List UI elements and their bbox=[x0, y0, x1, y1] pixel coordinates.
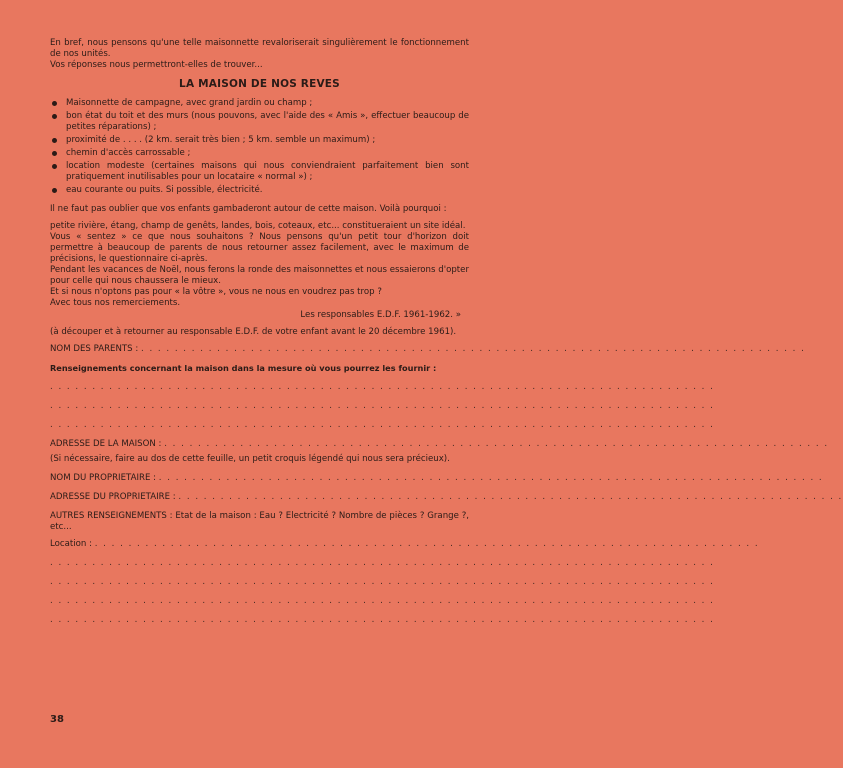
wish-list bbox=[50, 98, 469, 196]
owner-address-label: ADRESSE DU PROPRIETAIRE : bbox=[50, 492, 176, 502]
bullet-icon bbox=[52, 114, 57, 119]
list-item: Maisonnette de campagne, avec grand jardin ou champ ; bbox=[50, 98, 469, 109]
blank-line[interactable]: . . . . . . . . . . . . . . . . . . . . . . . . . . . . . . . . . . . . . . . . . . . . . . . . . . . . . . . . . . . . . . . . . . . . . . . . . . . . . . . bbox=[50, 420, 715, 430]
house-address-label: ADRESSE DE LA MAISON : bbox=[50, 439, 162, 449]
rent-label: Location : bbox=[50, 539, 92, 549]
rent-field[interactable] bbox=[50, 539, 760, 550]
page-number: 38 bbox=[50, 714, 64, 725]
dot-leader: . . . . . . . . . . . . . . . . . . . . . . . . . . . . . . . . . . . . . . . . . . . . . . . . . . . . . . . . . . . . . . . . . . . . . . . . . . . . . . . bbox=[178, 492, 843, 502]
bullet-icon bbox=[52, 151, 57, 156]
intro-line-1: En bref, nous pensons qu'une telle maisonnette revaloriserait singulièrement le fonctionnement de nos unités. bbox=[50, 38, 469, 59]
paragraph: Vous « sentez » ce que nous souhaitons ? Nous pensons qu'un petit tour d'horizon doit permettre à beaucoup de parents de nous retourner assez facilement, avec le maximum de précisions, le questionnaire ci-après. bbox=[50, 232, 469, 264]
list-item: bon état du toit et des murs (nous pouvons, avec l'aide des « Amis », effectuer beaucoup de petites réparations) ; bbox=[50, 111, 469, 133]
paragraph: Et si nous n'optons pas pour « la vôtre », vous ne nous en voudrez pas trop ? bbox=[50, 287, 382, 297]
bullet-icon bbox=[52, 138, 57, 143]
section-title: LA MAISON DE NOS REVES bbox=[179, 78, 340, 90]
blank-line[interactable]: . . . . . . . . . . . . . . . . . . . . . . . . . . . . . . . . . . . . . . . . . . . . . . . . . . . . . . . . . . . . . . . . . . . . . . . . . . . . . . . bbox=[50, 577, 715, 587]
paragraph: Il ne faut pas oublier que vos enfants gambaderont autour de cette maison. Voilà pourquoi : bbox=[50, 204, 447, 214]
intro-line-2: Vos réponses nous permettront-elles de trouver... bbox=[50, 60, 263, 70]
dot-leader: . . . . . . . . . . . . . . . . . . . . . . . . . . . . . . . . . . . . . . . . . . . . . . . . . . . . . . . . . . . . . . . . . . . . . . . . . . . . . . . bbox=[164, 439, 829, 449]
paragraph: Pendant les vacances de Noël, nous ferons la ronde des maisonnettes et nous essaierons d'opter pour celle qui nous chaussera le mieux. bbox=[50, 265, 469, 286]
dot-leader: . . . . . . . . . . . . . . . . . . . . . . . . . . . . . . . . . . . . . . . . . . . . . . . . . . . . . . . . . . . . . . . . . . . . . . . . . . . . . . . bbox=[158, 473, 824, 483]
body-text bbox=[50, 204, 469, 321]
other-info-label: AUTRES RENSEIGNEMENTS : Etat de la maison : Eau ? Electricité ? Nombre de pièces ? Grange ?, etc... bbox=[50, 511, 469, 532]
dot-leader: . . . . . . . . . . . . . . . . . . . . . . . . . . . . . . . . . . . . . . . . . . . . . . . . . . . . . . . . . . . . . . . . . . . . . . . . . . . . . . . bbox=[140, 344, 806, 354]
info-heading: Renseignements concernant la maison dans la mesure où vous pourrez les fournir : bbox=[50, 363, 437, 373]
blank-line[interactable]: . . . . . . . . . . . . . . . . . . . . . . . . . . . . . . . . . . . . . . . . . . . . . . . . . . . . . . . . . . . . . . . . . . . . . . . . . . . . . . . bbox=[50, 382, 715, 392]
owner-address-field[interactable] bbox=[50, 492, 843, 503]
signature: Les responsables E.D.F. 1961-1962. » bbox=[300, 310, 461, 320]
parents-name-field[interactable] bbox=[50, 344, 806, 355]
bullet-icon bbox=[52, 101, 57, 106]
blank-line[interactable]: . . . . . . . . . . . . . . . . . . . . . . . . . . . . . . . . . . . . . . . . . . . . . . . . . . . . . . . . . . . . . . . . . . . . . . . . . . . . . . . bbox=[50, 596, 715, 606]
blank-line[interactable]: . . . . . . . . . . . . . . . . . . . . . . . . . . . . . . . . . . . . . . . . . . . . . . . . . . . . . . . . . . . . . . . . . . . . . . . . . . . . . . . bbox=[50, 558, 715, 568]
parents-name-label: NOM DES PARENTS : bbox=[50, 344, 139, 354]
cut-note: (à découper et à retourner au responsable E.D.F. de votre enfant avant le 20 décembre 1961). bbox=[50, 327, 457, 337]
owner-name-field[interactable] bbox=[50, 473, 824, 484]
sketch-note: (Si nécessaire, faire au dos de cette feuille, un petit croquis légendé qui nous sera précieux). bbox=[50, 454, 450, 464]
intro-block bbox=[50, 38, 469, 71]
paragraph: Avec tous nos remerciements. bbox=[50, 298, 181, 308]
dot-leader: . . . . . . . . . . . . . . . . . . . . . . . . . . . . . . . . . . . . . . . . . . . . . . . . . . . . . . . . . . . . . . . . . . . . . . . . . . . . . . . bbox=[94, 539, 760, 549]
paragraph: petite rivière, étang, champ de genêts, landes, bois, coteaux, etc... constitueraient un site idéal. bbox=[50, 221, 466, 231]
list-item: proximité de . . . . (2 km. serait très bien ; 5 km. semble un maximum) ; bbox=[50, 135, 469, 146]
list-item: eau courante ou puits. Si possible, électricité. bbox=[50, 185, 469, 196]
list-item: location modeste (certaines maisons qui nous conviendraient parfaitement bien sont pratiquement inutilisables pour un locataire « normal ») ; bbox=[50, 161, 469, 183]
bullet-icon bbox=[52, 188, 57, 193]
list-item: chemin d'accès carrossable ; bbox=[50, 148, 469, 159]
blank-line[interactable]: . . . . . . . . . . . . . . . . . . . . . . . . . . . . . . . . . . . . . . . . . . . . . . . . . . . . . . . . . . . . . . . . . . . . . . . . . . . . . . . bbox=[50, 401, 715, 411]
blank-line[interactable]: . . . . . . . . . . . . . . . . . . . . . . . . . . . . . . . . . . . . . . . . . . . . . . . . . . . . . . . . . . . . . . . . . . . . . . . . . . . . . . . bbox=[50, 615, 715, 625]
house-address-field[interactable] bbox=[50, 439, 829, 450]
bullet-icon bbox=[52, 164, 57, 169]
owner-name-label: NOM DU PROPRIETAIRE : bbox=[50, 473, 157, 483]
